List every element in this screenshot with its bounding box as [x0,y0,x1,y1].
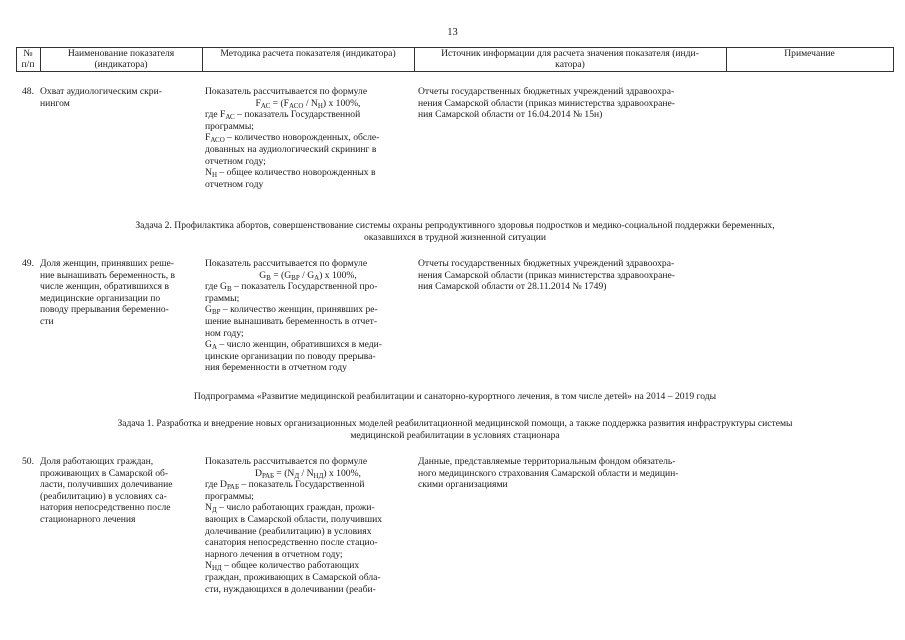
information-source [418,456,723,491]
indicator-name [40,258,198,328]
header-name-line: (индикатора) [94,59,148,70]
method-line: отчетном году [205,178,264,190]
name-line: проживающих в Самарской об- [40,467,169,479]
calculation-method [205,456,411,595]
header-source-line: катора) [555,59,585,70]
section-task-2 [16,220,894,243]
method-line: нарного лечения в отчетном году; [205,548,343,560]
section-line: оказавшихся в трудной жизненной ситуации [363,231,547,243]
source-line: Данные, представляемые территориальным фондом обязатель- [418,456,676,467]
row-number: 48. [22,86,34,97]
header-method: Методика расчета показателя (индикатора) [220,48,396,59]
calculation-method [205,86,411,190]
method-formula: $F_{АС} = (F_{АСО} / N_Н)$ x 100%, [255,97,361,110]
method-line: ном году; [205,327,244,339]
method-line: шение вынашивать беременность в отчет- [205,315,378,327]
indicator-name [40,86,198,109]
method-line: $N_Н$ – общее количество новорожденных в [205,167,376,180]
name-line: Доля работающих граждан, [40,456,154,467]
header-name-line: Наименование показателя [67,48,175,59]
method-line: $N_{НД}$ – общее количество работающих [205,560,360,573]
name-line: числе женщин, обратившихся в [40,281,169,293]
name-line: Доля женщин, принявших реше- [40,258,174,269]
source-line: ного медицинского страхования Самарской области и медицин- [418,467,679,479]
row-number: 50. [22,456,34,467]
source-line: Отчеты государственных бюджетных учреждений здравоохра- [418,86,675,97]
method-line: где $F_{АС}$ – показатель Государственной [205,109,361,122]
source-line: нения Самарской области (приказ министерства здравоохране- [418,269,675,281]
method-line: программы; [205,490,254,502]
name-line: ние вынашивать беременность, в [40,269,176,281]
method-formula: $D_{РАБ} = (N_Д / N_{НД})$ x 100%, [255,467,361,480]
method-formula: $G_В = (G_{ВР} / G_А)$ x 100%, [259,269,357,282]
method-line: где $D_{РАБ}$ – показатель Государственной [205,479,365,492]
name-line: поводу прерывания беременно- [40,304,169,316]
method-text [205,281,411,374]
row-number: 49. [22,258,34,269]
name-line: (реабилитацию) в условиях са- [40,490,167,502]
source-line: Отчеты государственных бюджетных учреждений здравоохра- [418,258,675,269]
calculation-method [205,258,411,374]
name-line: сти [40,315,54,327]
name-line: стационарного лечения [40,513,136,525]
method-line: $F_{АСО}$ – количество новорожденных, обсле- [205,132,380,145]
header-num-line: п/п [21,59,35,70]
information-source [418,258,723,293]
information-source [418,86,723,121]
name-line: медицинские организации по [40,292,161,304]
header-source [414,48,726,70]
method-intro: Показатель рассчитывается по формуле [205,456,368,467]
method-line: где $G_В$ – показатель Государственной про- [205,281,378,294]
name-line: натория непосредственно после [40,502,171,514]
source-line: нения Самарской области (приказ министерства здравоохране- [418,97,675,109]
method-line: цинские организации по поводу прерыва- [205,350,376,362]
method-text [205,479,411,595]
method-line: $G_А$ – число женщин, обратившихся в меди- [205,339,382,352]
method-line: вающих в Самарской области, получивших [205,513,383,525]
method-line: $N_Д$ – число работающих граждан, прожи- [205,502,375,515]
method-line: граждан, проживающих в Самарской обла- [205,571,381,583]
name-line: нингом [40,97,70,109]
section-line: Задача 2. Профилактика абортов, совершенствование системы охраны репродуктивного здоровья подростков и медико-социальной поддержки беременных, [135,220,775,231]
method-line: долечивание (реабилитацию) в условиях [205,525,372,537]
indicator-name [40,456,198,526]
header-name [40,48,202,70]
source-line: ния Самарской области от 28.11.2014 № 1749) [418,281,607,293]
header-note: Примечание [784,48,835,59]
method-line: дованных на аудиологический скрининг в [205,143,377,155]
method-text [205,109,411,190]
name-line: Охват аудиологическим скри- [40,86,162,97]
header-bottom-rule [16,71,894,72]
header-divider [893,47,894,71]
section-task-1 [16,418,894,441]
method-line: $G_{ВР}$ – количество женщин, принявших ре- [205,304,378,317]
source-line: ния Самарской области от 16.04.2014 № 15н) [418,109,603,121]
method-line: санатория непосредственно после стацио- [205,537,378,549]
method-intro: Показатель рассчитывается по формуле [205,258,368,269]
section-line: Задача 1. Разработка и внедрение новых организационных моделей реабилитационной медицинской помощи, а также поддержка развития инфраструктуры системы [117,418,793,429]
method-intro: Показатель рассчитывается по формуле [205,86,368,97]
method-line: отчетном году; [205,155,266,167]
header-source-line: Источник информации для расчета значения показателя (инди- [441,48,699,59]
section-line: медицинской реабилитации в условиях стационара [350,429,560,441]
method-line: сти, нуждающихся в долечивании (реаби- [205,583,376,595]
method-line: ния беременности в отчетном году [205,362,347,374]
name-line: ласти, получивших долечивание [40,479,173,491]
header-num [16,48,40,70]
method-line: программы; [205,120,254,132]
page-number: 13 [447,27,458,38]
source-line: скими организациями [418,479,508,491]
subprogram-heading: Подпрограмма «Развитие медицинской реабилитации и санаторно-курортного лечения, в том числе детей» на 2014 – 2019 годы [193,391,717,402]
method-line: граммы; [205,292,240,304]
header-num-line: № [23,48,33,59]
